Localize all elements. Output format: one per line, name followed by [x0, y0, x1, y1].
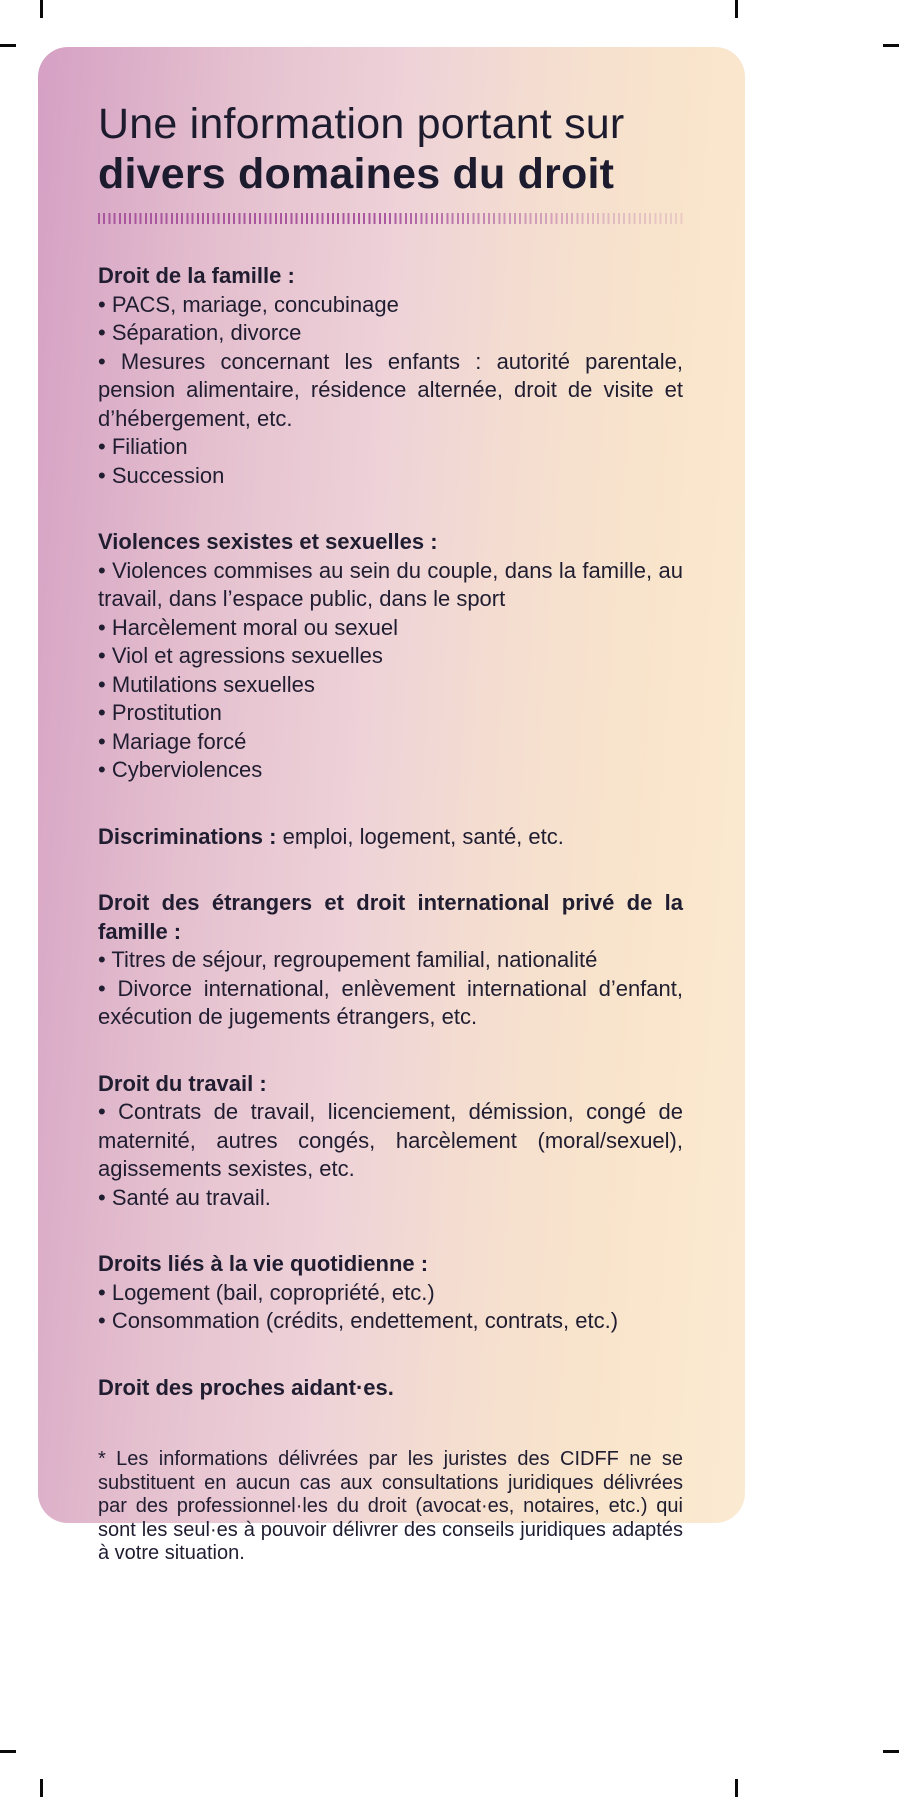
bullet-item: • Contrats de travail, licenciement, démission, congé de maternité, autres congés, harcèlement (moral/sexuel), agissements sexistes, etc. [98, 1098, 683, 1184]
bullet-item: • Prostitution [98, 699, 683, 728]
bullet-item: • PACS, mariage, concubinage [98, 291, 683, 320]
title-line1: Une information portant sur [98, 100, 625, 148]
title-line2: divers domaines du droit [98, 150, 615, 198]
crop-mark-right-bottom-horizontal [883, 1750, 899, 1753]
law-section [98, 262, 683, 490]
law-section [98, 1374, 683, 1403]
bullet-item: • Titres de séjour, regroupement familial, nationalité [98, 946, 683, 975]
crop-mark-bottom-right-vertical [735, 1779, 738, 1797]
bullet-item: • Séparation, divorce [98, 319, 683, 348]
bullet-item: • Mutilations sexuelles [98, 671, 683, 700]
section-heading: Violences sexistes et sexuelles : [98, 529, 438, 554]
law-section [98, 528, 683, 785]
crop-mark-bottom-left-vertical [40, 1779, 43, 1797]
crop-mark-top-left-vertical [40, 0, 43, 18]
bullet-item: • Santé au travail. [98, 1184, 683, 1213]
crop-mark-left-top-horizontal [0, 44, 16, 47]
bullet-item: • Succession [98, 462, 683, 491]
bullet-item: • Consommation (crédits, endettement, contrats, etc.) [98, 1307, 683, 1336]
section-heading: Droits liés à la vie quotidienne : [98, 1251, 429, 1276]
bullet-item: • Viol et agressions sexuelles [98, 642, 683, 671]
bullet-item: • Violences commises au sein du couple, dans la famille, au travail, dans l’espace public, dans le sport [98, 557, 683, 614]
bullet-item: • Filiation [98, 433, 683, 462]
law-section [98, 1070, 683, 1213]
section-heading: Droit de la famille : [98, 263, 295, 288]
crop-mark-right-top-horizontal [883, 44, 899, 47]
dotted-divider [98, 213, 683, 224]
section-heading: Droit des étrangers et droit international privé de la famille : [98, 890, 683, 944]
footnote: * Les informations délivrées par les juristes des CIDFF ne se substituent en aucun cas aux consultations juridiques délivrées par des professionnel·les du droit (avocat·es, notaires, etc.) qui sont les seul·es à pouvoir délivrer des conseils juridiques adaptés à votre situation. [98, 1448, 683, 1564]
bullet-item: • Cyberviolences [98, 756, 683, 785]
crop-mark-top-right-vertical [735, 0, 738, 18]
section-heading: Droit des proches aidant·es. [98, 1374, 394, 1400]
info-card [38, 47, 745, 1564]
bullet-item: • Logement (bail, copropriété, etc.) [98, 1279, 683, 1308]
bullet-item: • Mariage forcé [98, 728, 683, 757]
crop-mark-left-bottom-horizontal [0, 1750, 16, 1753]
section-heading: Discriminations : emploi, logement, santé, etc. [98, 823, 564, 849]
card-content [38, 47, 745, 1566]
law-section [98, 823, 683, 852]
section-heading: Droit du travail : [98, 1070, 267, 1096]
bullet-item: • Mesures concernant les enfants : autorité parentale, pension alimentaire, résidence alternée, droit de visite et d’hébergement, etc. [98, 348, 683, 434]
law-section [98, 889, 683, 1032]
bullet-item: • Harcèlement moral ou sexuel [98, 614, 683, 643]
bullet-item: • Divorce international, enlèvement international d’enfant, exécution de jugements étrangers, etc. [98, 975, 683, 1032]
page-title [98, 99, 683, 199]
law-section [98, 1250, 683, 1336]
sections [98, 262, 683, 1402]
